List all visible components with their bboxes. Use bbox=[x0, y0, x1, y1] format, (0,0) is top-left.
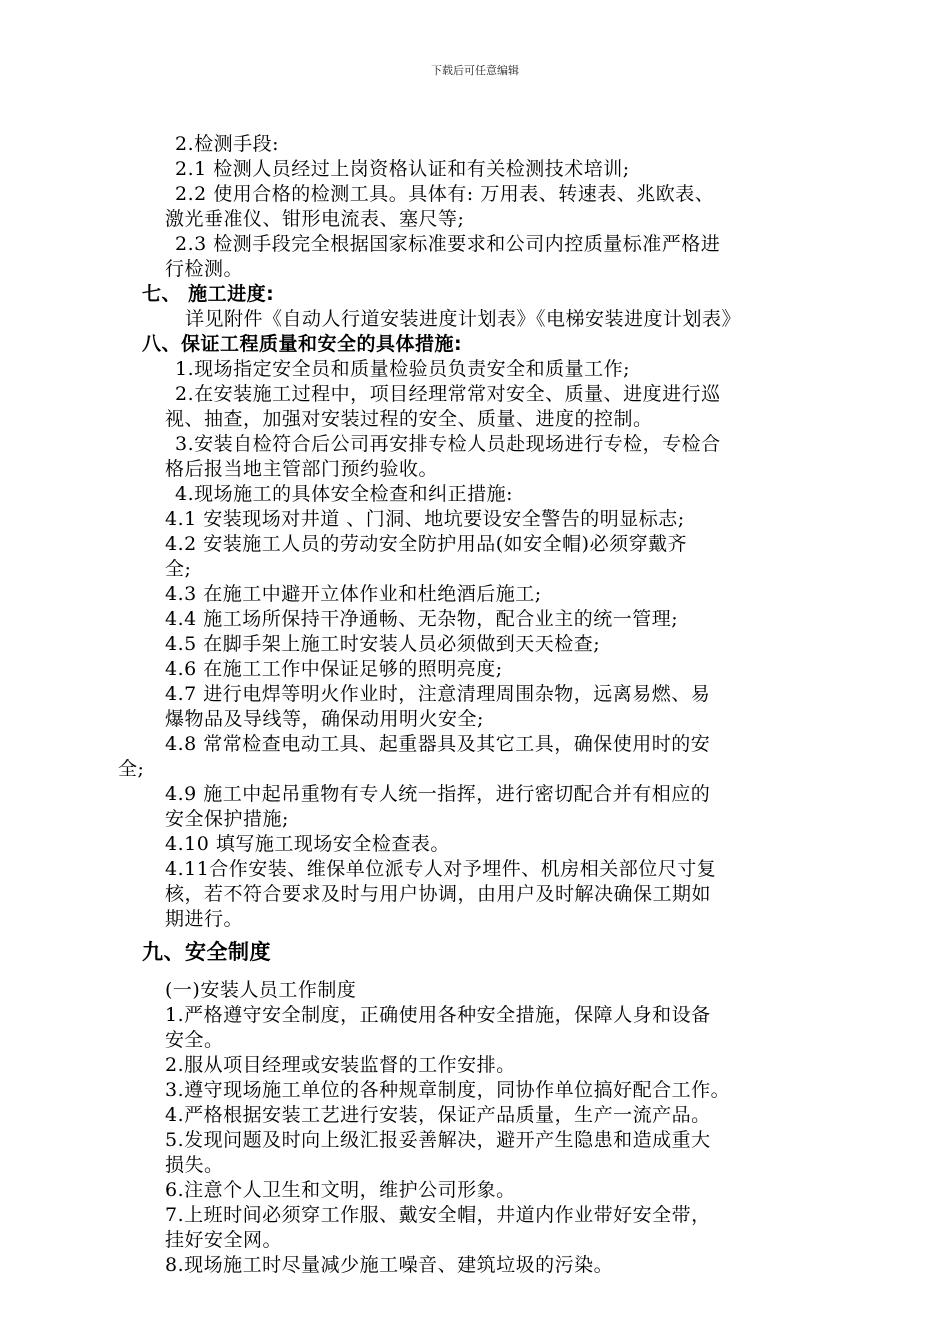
text-line: 损失。 bbox=[165, 1154, 224, 1176]
text-line: 8.现场施工时尽量减少施工噪音、建筑垃圾的污染。 bbox=[165, 1254, 614, 1276]
text-line: 4.2 安装施工人员的劳动安全防护用品(如安全帽)必须穿戴齐 bbox=[165, 533, 688, 555]
text-line: 爆物品及导线等，确保动用明火安全; bbox=[165, 708, 484, 730]
page-header: 下载后可任意编辑 bbox=[431, 64, 519, 77]
text-line: 激光垂准仪、钳形电流表、塞尺等; bbox=[165, 208, 465, 230]
text-line: 4.6 在施工工作中保证足够的照明亮度; bbox=[165, 658, 503, 680]
text-line: 视、抽查，加强对安装过程的安全、质量、进度的控制。 bbox=[165, 408, 653, 430]
text-line: 1.严格遵守安全制度，正确使用各种安全措施，保障人身和设备 bbox=[165, 1004, 711, 1026]
text-line: 4.1 安装现场对井道 、门洞、地坑要设安全警告的明显标志; bbox=[165, 508, 685, 530]
text-line: 行检测。 bbox=[165, 258, 244, 280]
text-line: 2.服从项目经理或安装监督的工作安排。 bbox=[165, 1054, 516, 1076]
text-line: 4.11合作安装、维保单位派专人对予埋件、机房相关部位尺寸复 bbox=[165, 858, 717, 880]
text-line: 核，若不符合要求及时与用户协调，由用户及时解决确保工期如 bbox=[165, 883, 712, 905]
text-line: 2.检测手段: bbox=[175, 133, 280, 155]
subsection-title: (一)安装人员工作制度 bbox=[165, 979, 357, 1001]
text-line: 全; bbox=[165, 558, 192, 580]
section-heading-9: 九、安全制度 bbox=[142, 940, 271, 964]
text-line: 挂好安全网。 bbox=[165, 1229, 283, 1251]
text-line: 2.在安装施工过程中，项目经理常常对安全、质量、进度进行巡 bbox=[175, 383, 721, 405]
text-line: 安全。 bbox=[165, 1029, 224, 1051]
text-line: 4.现场施工的具体安全检查和纠正措施: bbox=[175, 483, 514, 505]
text-line: 4.10 填写施工现场安全检查表。 bbox=[165, 833, 450, 855]
text-line: 2.2 使用合格的检测工具。具体有: 万用表、转速表、兆欧表、 bbox=[175, 183, 715, 205]
text-line: 4.5 在脚手架上施工时安装人员必须做到天天检查; bbox=[165, 633, 601, 655]
text-line: 2.3 检测手段完全根据国家标准要求和公司内控质量标准严格进 bbox=[175, 233, 721, 255]
text-line: 4.9 施工中起吊重物有专人统一指挥，进行密切配合并有相应的 bbox=[165, 783, 711, 805]
text-line: 1.现场指定安全员和质量检验员负责安全和质量工作; bbox=[175, 358, 631, 380]
text-line: 4.3 在施工中避开立体作业和杜绝酒后施工; bbox=[165, 583, 542, 605]
text-line: 安全保护措施; bbox=[165, 808, 289, 830]
text-line: 格后报当地主管部门预约验收。 bbox=[165, 458, 439, 480]
text-line: 3.遵守现场施工单位的各种规章制度，同协作单位搞好配合工作。 bbox=[165, 1079, 731, 1101]
text-line: 7.上班时间必须穿工作服、戴安全帽，井道内作业带好安全带， bbox=[165, 1204, 711, 1226]
text-line: 4.严格根据安装工艺进行安装，保证产品质量，生产一流产品。 bbox=[165, 1104, 711, 1126]
text-line: 4.7 进行电焊等明火作业时，注意清理周围杂物，远离易燃、易 bbox=[165, 683, 711, 705]
text-line: 4.8 常常检查电动工具、起重器具及其它工具，确保使用时的安 bbox=[165, 733, 711, 755]
section-heading-7: 七、 施工进度: bbox=[142, 283, 275, 305]
section-heading-8: 八、保证工程质量和安全的具体措施: bbox=[142, 333, 463, 355]
text-line: 3.安装自检符合后公司再安排专检人员赴现场进行专检，专检合 bbox=[175, 433, 721, 455]
text-line: 详见附件《自动人行道安装进度计划表》《电梯安装进度计划表》 bbox=[185, 308, 742, 330]
text-line: 4.4 施工场所保持干净通畅、无杂物，配合业主的统一管理; bbox=[165, 608, 679, 630]
text-line: 6.注意个人卫生和文明，维护公司形象。 bbox=[165, 1179, 516, 1201]
text-line: 全; bbox=[118, 758, 145, 780]
text-line: 5.发现问题及时向上级汇报妥善解决，避开产生隐患和造成重大 bbox=[165, 1129, 711, 1151]
text-line: 2.1 检测人员经过上岗资格认证和有关检测技术培训; bbox=[175, 158, 630, 180]
text-line: 期进行。 bbox=[165, 908, 244, 930]
